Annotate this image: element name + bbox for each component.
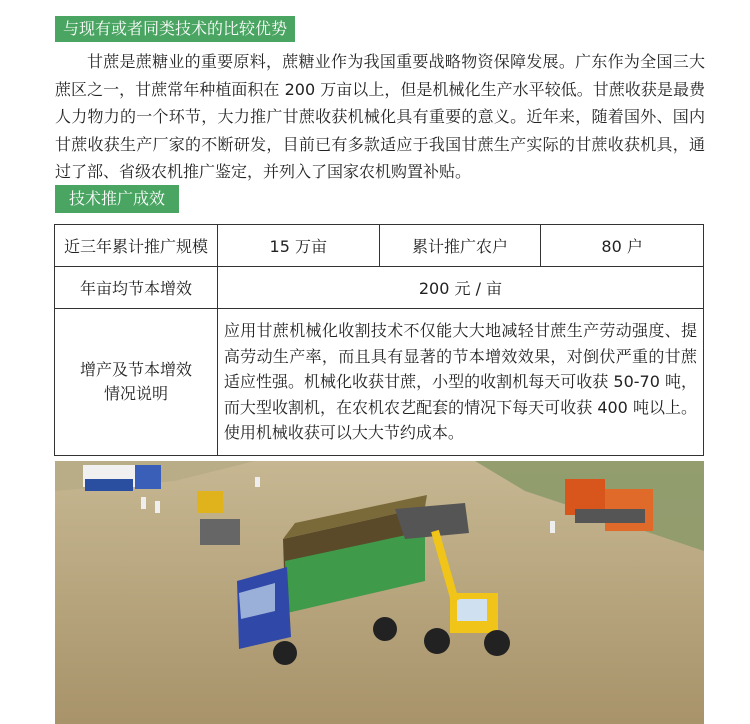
- table-cell: 200 元 / 亩: [217, 267, 703, 309]
- section-heading-results: 技术推广成效: [55, 185, 179, 213]
- table-cell: 近三年累计推广规模: [55, 225, 218, 267]
- results-table: [54, 224, 704, 456]
- sugarcane-harvest-illustration: [55, 461, 704, 724]
- table-cell: 累计推广农户: [379, 225, 541, 267]
- table-cell: 15 万亩: [217, 225, 379, 267]
- table-cell: 80 户: [541, 225, 704, 267]
- table-cell: 年亩均节本增效: [55, 267, 218, 309]
- section-heading-advantages: 与现有或者同类技术的比较优势: [55, 16, 295, 42]
- intro-paragraph: 甘蔗是蔗糖业的重要原料，蔗糖业作为我国重要战略物资保障发展。广东作为全国三大蔗区之一，甘蔗常年种植面积在 200 万亩以上，但是机械化生产水平较低。甘蔗收获是最费人力物力的一个环节，大力推广甘蔗收获机械化具有重要的意义。近年来，随着国外、国内甘蔗收获生产厂家的不断研发，目前已有多款适应于我国甘蔗生产实际的甘蔗收获机具，通过了部、省级农机推广鉴定，并列入了国家农机购置补贴。: [55, 52, 705, 181]
- table-cell-label: [55, 309, 218, 456]
- table-row: [55, 267, 704, 309]
- row-label: 增产及节本增效情况说明: [79, 360, 192, 403]
- table-cell-description: 应用甘蔗机械化收割技术不仅能大大地减轻甘蔗生产劳动强度、提高劳动生产率，而且具有显著的节本增效效果，对倒伏严重的甘蔗适应性强。机械化收获甘蔗，小型的收割机每天可收获 50-70 吨，而大型收割机，在农机农艺配套的情况下每天可收获 400 吨以上。使用机械收获可以大大节约成本。: [217, 309, 703, 456]
- harvest-photo: [55, 461, 704, 724]
- table-row: [55, 225, 704, 267]
- table-row: [55, 309, 704, 456]
- truck-small: [83, 465, 161, 491]
